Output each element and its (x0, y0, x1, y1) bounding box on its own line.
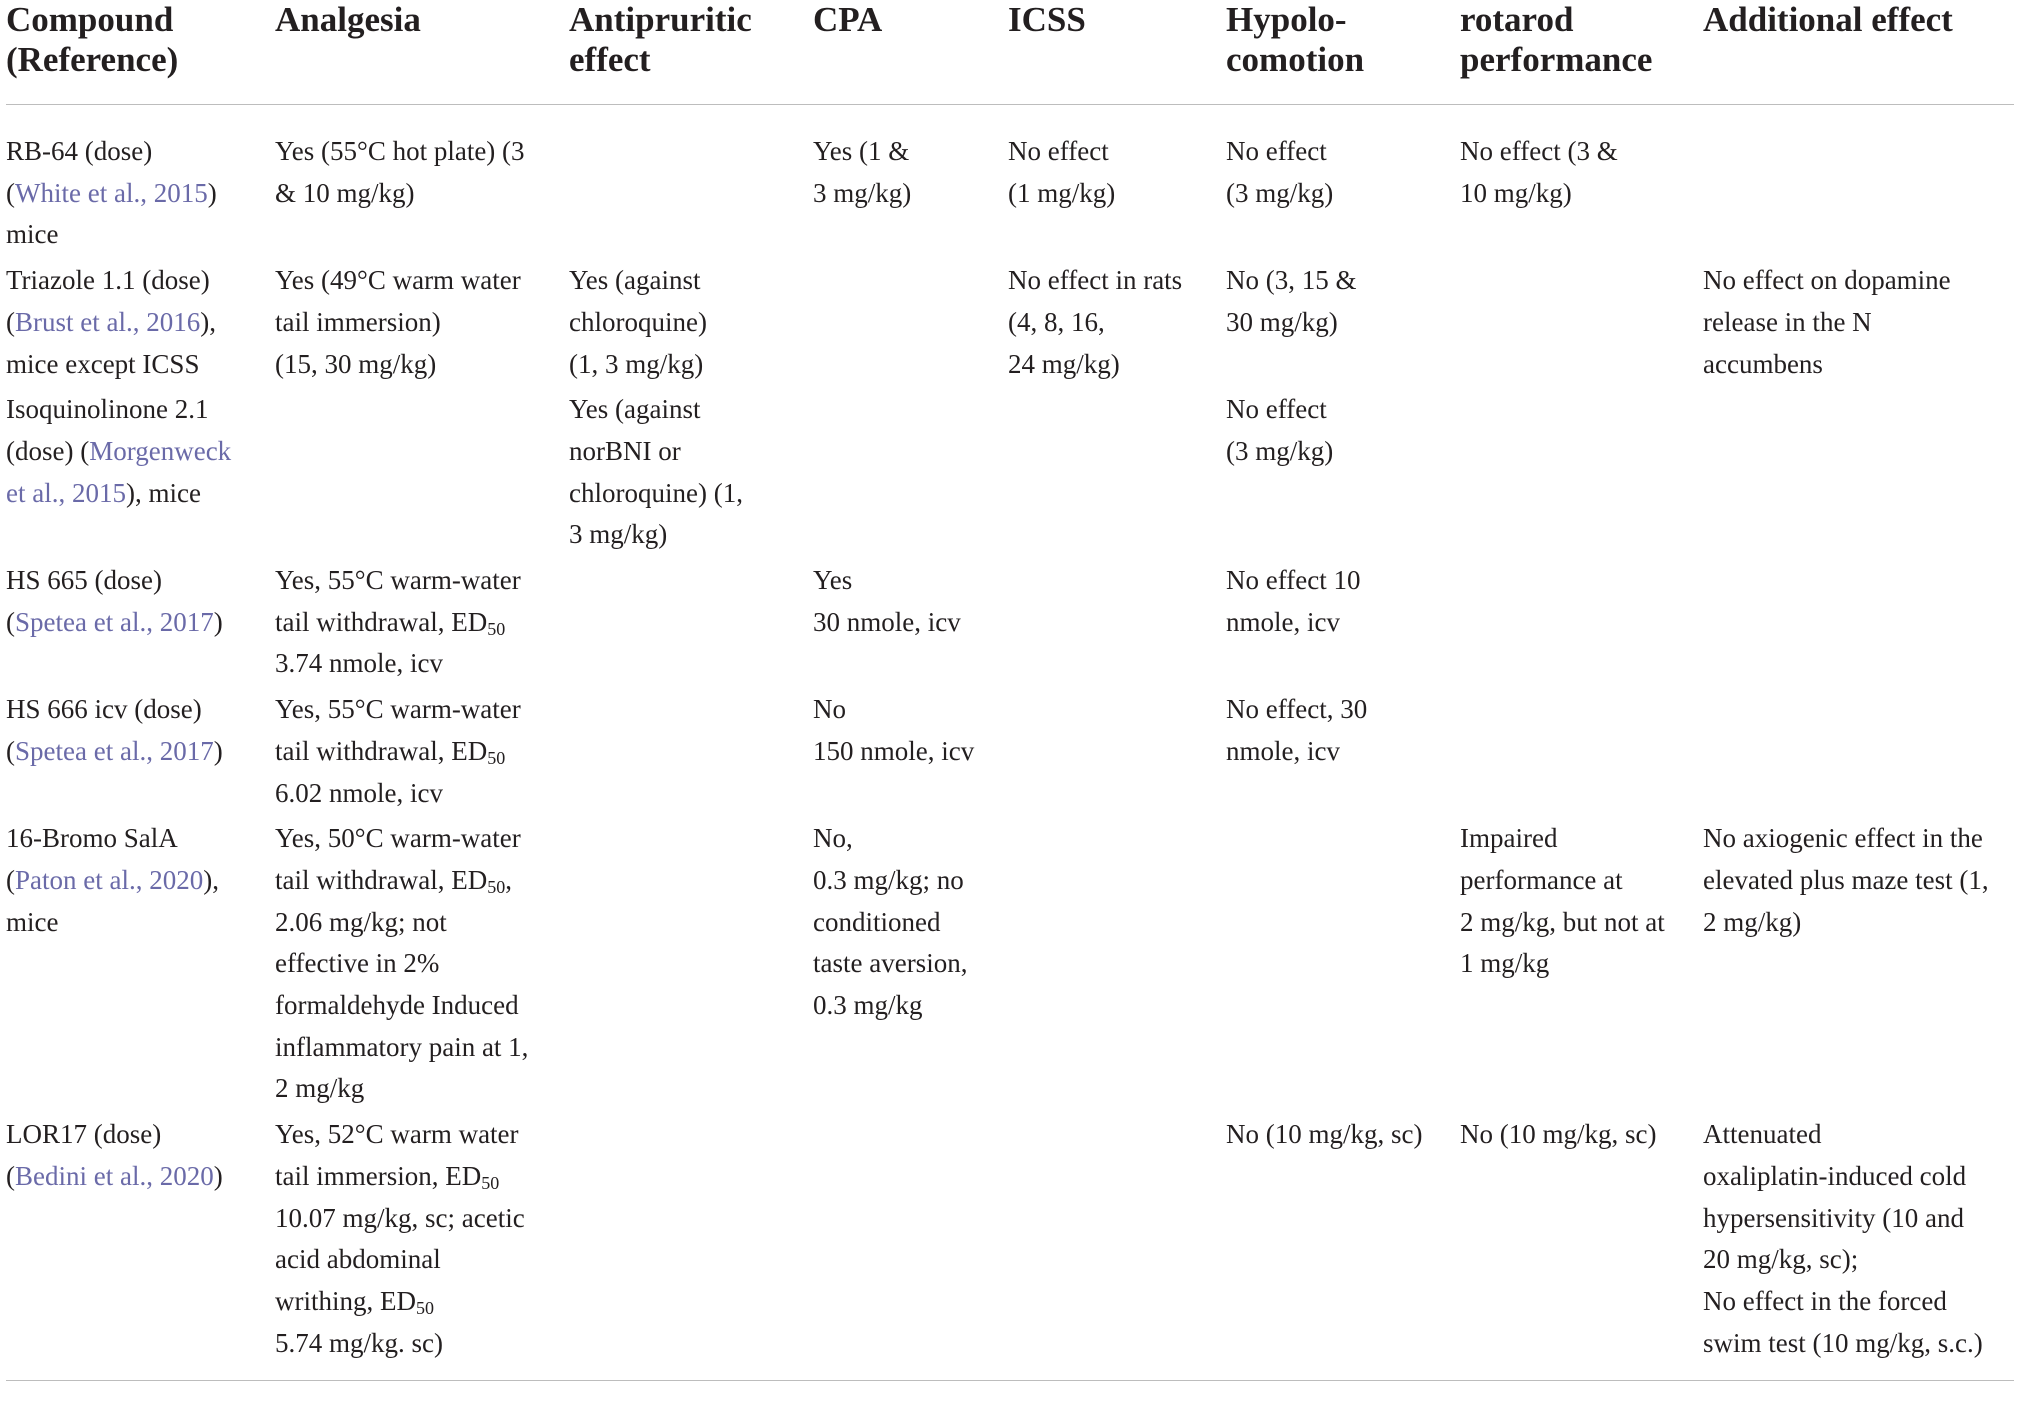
table-cell (1226, 385, 1460, 556)
cell-line (6, 173, 265, 215)
cell-text: 24 mg/kg) (1008, 348, 1120, 379)
cell-text: No (10 mg/kg, sc) (1226, 1119, 1423, 1150)
table-cell (6, 385, 275, 556)
table-cell (1008, 105, 1226, 257)
cell-text: 5.74 mg/kg. sc) (275, 1327, 443, 1358)
cell-text: ), (200, 306, 216, 337)
column-header (1460, 0, 1703, 105)
cell-text: (15, 30 mg/kg) (275, 348, 437, 379)
table-cell (813, 385, 1008, 556)
cell-line (6, 344, 265, 386)
cell-line (1226, 389, 1450, 431)
cell-line (275, 560, 559, 602)
table-cell (569, 556, 813, 685)
cell-text: writhing, ED (275, 1285, 416, 1316)
cell-text: (3 mg/kg) (1226, 435, 1334, 466)
cell-line (275, 860, 559, 902)
cell-text: taste aversion, (813, 948, 968, 979)
cell-text: 2 mg/kg (275, 1073, 365, 1104)
cell-line (275, 818, 559, 860)
cell-line (6, 260, 265, 302)
cell-line (6, 560, 265, 602)
header-line: comotion (1226, 40, 1365, 79)
cell-text: Yes (against (569, 394, 701, 425)
table-cell (275, 556, 569, 685)
table-cell (1226, 814, 1460, 1110)
table-row (6, 814, 2014, 1110)
cell-line (1226, 431, 1450, 473)
table-row (6, 685, 2014, 814)
cell-text: Attenuated (1703, 1119, 1822, 1150)
citation-link[interactable]: Morgenweck (89, 435, 232, 466)
cell-text: 3 mg/kg) (569, 519, 668, 550)
header-line: (Reference) (6, 40, 179, 79)
cell-text: mice (6, 906, 59, 937)
citation-link[interactable]: Brust et al., 2016 (15, 306, 201, 337)
table-row (6, 385, 2014, 556)
cell-line (275, 173, 559, 215)
column-header (813, 0, 1008, 105)
cell-line (275, 943, 559, 985)
cell-line (1460, 131, 1693, 173)
cell-line (1226, 1114, 1450, 1156)
cell-line (813, 943, 998, 985)
table-cell (1460, 105, 1703, 257)
table-cell (1008, 556, 1226, 685)
cell-text: Yes, 55°C warm-water (275, 565, 521, 596)
cell-text: conditioned (813, 906, 941, 937)
cell-line (6, 1114, 265, 1156)
cell-text: Yes (55°C hot plate) (3 (275, 136, 525, 166)
cell-line (813, 560, 998, 602)
cell-text: 2 mg/kg) (1703, 906, 1802, 937)
table-cell (275, 1110, 569, 1381)
cell-text: No, (813, 823, 853, 854)
cell-line (275, 1323, 559, 1365)
cell-text: swim test (10 mg/kg, s.c.) (1703, 1327, 1983, 1358)
cell-text: 150 nmole, icv (813, 735, 975, 766)
cell-line (6, 731, 265, 773)
cell-text: 3.74 nmole, icv (275, 648, 443, 679)
cell-text: nmole, icv (1226, 606, 1340, 637)
table-row (6, 105, 2014, 257)
cell-line (813, 902, 998, 944)
cell-line (1703, 818, 2004, 860)
cell-text: , (505, 864, 512, 895)
cell-line (275, 1281, 559, 1323)
column-header (275, 0, 569, 105)
cell-line (1226, 260, 1450, 302)
cell-text: No effect in rats (1008, 265, 1183, 296)
cell-text: chloroquine) (569, 306, 707, 337)
cell-text: chloroquine) (1, (569, 477, 743, 508)
table-cell (1460, 256, 1703, 385)
cell-text: No effect 10 (1226, 565, 1361, 596)
cell-text: (1 mg/kg) (1008, 177, 1116, 208)
header-line: performance (1460, 40, 1653, 79)
cell-line (1703, 1281, 2004, 1323)
cell-line (6, 1156, 265, 1198)
cell-text: No effect (3 & (1460, 136, 1618, 166)
cell-line (275, 1068, 559, 1110)
cell-text: 1 mg/kg (1460, 948, 1550, 979)
cell-line (275, 602, 559, 644)
cell-text: No (3, 15 & (1226, 265, 1357, 296)
cell-line (6, 389, 265, 431)
cell-line (569, 344, 803, 386)
cell-text: Yes, 55°C warm-water (275, 694, 521, 725)
cell-text: 0.3 mg/kg; no (813, 864, 964, 895)
cell-line (1460, 818, 1693, 860)
table-cell (569, 685, 813, 814)
cell-text: (1, 3 mg/kg) (569, 348, 704, 379)
cell-text: ( (6, 735, 15, 766)
cell-text: No effect (1226, 394, 1327, 425)
cell-line (1008, 260, 1216, 302)
cell-line (275, 773, 559, 815)
table-cell (6, 814, 275, 1110)
cell-line (1703, 902, 2004, 944)
table-cell (569, 256, 813, 385)
cell-line (6, 602, 265, 644)
cell-text: tail withdrawal, ED (275, 735, 488, 766)
column-header (1703, 0, 2014, 105)
cell-line (275, 1239, 559, 1281)
cell-text: mice (6, 219, 59, 250)
table-cell (1008, 385, 1226, 556)
table-cell (275, 385, 569, 556)
cell-text: ( (6, 306, 15, 337)
cell-line (1703, 1239, 2004, 1281)
cell-line (1460, 860, 1693, 902)
table-cell (6, 1110, 275, 1381)
column-header (1008, 0, 1226, 105)
cell-line (1703, 1156, 2004, 1198)
table-cell (1226, 105, 1460, 257)
cell-text: formaldehyde Induced (275, 990, 519, 1021)
cell-text: Triazole 1.1 (dose) (6, 265, 210, 296)
cell-line (1460, 1114, 1693, 1156)
table-cell (569, 105, 813, 257)
cell-text: 10 mg/kg) (1460, 177, 1572, 208)
table-cell (813, 814, 1008, 1110)
cell-line (1226, 560, 1450, 602)
cell-line (275, 1114, 559, 1156)
cell-text: RB-64 (dose) (6, 136, 153, 166)
table-cell (1226, 1110, 1460, 1381)
cell-line (275, 902, 559, 944)
column-header (1226, 0, 1460, 105)
cell-text: No effect in the forced (1703, 1285, 1947, 1316)
cell-text: ( (6, 1160, 15, 1191)
cell-text: No (10 mg/kg, sc) (1460, 1119, 1657, 1150)
cell-text: elevated plus maze test (1, (1703, 864, 1989, 895)
cell-text: 2.06 mg/kg; not (275, 906, 447, 937)
cell-line (6, 902, 265, 944)
table-cell (1703, 1110, 2014, 1381)
citation-link[interactable]: Spetea et al., 2017 (15, 606, 214, 637)
header-line: ICSS (1008, 0, 1086, 39)
header-row (6, 0, 2014, 105)
cell-text: ) (207, 177, 217, 208)
cell-line (569, 389, 803, 431)
cell-text: Impaired (1460, 823, 1558, 854)
cell-text: No effect on dopamine (1703, 265, 1951, 296)
cell-text: performance at (1460, 864, 1623, 895)
cell-text: Yes (1 & (813, 136, 910, 166)
table-cell (6, 556, 275, 685)
cell-text: & 10 mg/kg) (275, 177, 415, 208)
cell-line (1226, 689, 1450, 731)
cell-text: acid abdominal (275, 1244, 441, 1275)
cell-line (1460, 902, 1693, 944)
header-line: Compound (6, 0, 174, 39)
subscript: 50 (487, 618, 506, 639)
cell-text: Yes, 52°C warm water (275, 1119, 519, 1150)
table-cell (6, 256, 275, 385)
cell-text: No axiogenic effect in the (1703, 823, 1983, 854)
cell-text: HS 665 (dose) (6, 565, 162, 596)
cell-text: Yes (813, 565, 853, 596)
cell-text: tail immersion, ED (275, 1160, 482, 1191)
cell-line (813, 860, 998, 902)
table-cell (1460, 556, 1703, 685)
table-cell (1460, 685, 1703, 814)
cell-line (275, 643, 559, 685)
data-table (6, 0, 2014, 1381)
citation-link[interactable]: Spetea et al., 2017 (15, 735, 214, 766)
cell-text: inflammatory pain at 1, (275, 1031, 529, 1062)
cell-text: 30 mg/kg) (1226, 306, 1338, 337)
cell-line (1226, 731, 1450, 773)
subscript: 50 (416, 1297, 434, 1318)
cell-line (1703, 1198, 2004, 1240)
cell-text: 20 mg/kg, sc); (1703, 1244, 1859, 1275)
table-cell (813, 256, 1008, 385)
table-cell (569, 1110, 813, 1381)
table-cell (1460, 1110, 1703, 1381)
cell-line (1703, 260, 2004, 302)
table-cell (275, 256, 569, 385)
cell-line (6, 818, 265, 860)
cell-line (1703, 302, 2004, 344)
table-cell (1703, 105, 2014, 257)
cell-line (6, 431, 265, 473)
cell-line (813, 985, 998, 1027)
cell-line (1703, 860, 2004, 902)
cell-text: Yes (against (569, 265, 701, 296)
header-line: Additional effect (1703, 0, 1953, 39)
cell-text: (dose) ( (6, 435, 90, 466)
cell-line (813, 173, 998, 215)
cell-line (275, 131, 559, 173)
cell-line (275, 1027, 559, 1069)
cell-text: ( (6, 177, 15, 208)
cell-text: accumbens (1703, 348, 1823, 379)
cell-text: ) (213, 606, 223, 637)
cell-line (813, 131, 998, 173)
cell-text: LOR17 (dose) (6, 1119, 162, 1150)
table-cell (275, 105, 569, 257)
cell-text: 0.3 mg/kg (813, 990, 923, 1021)
cell-line (1703, 1323, 2004, 1365)
table-cell (813, 556, 1008, 685)
table-cell (1008, 685, 1226, 814)
cell-text: tail withdrawal, ED (275, 606, 488, 637)
table-body (6, 105, 2014, 1381)
cell-text: ( (6, 606, 15, 637)
table-row (6, 556, 2014, 685)
table-cell (1703, 814, 2014, 1110)
cell-text: oxaliplatin-induced cold (1703, 1160, 1967, 1191)
cell-text: tail immersion) (275, 306, 441, 337)
cell-text: ), (203, 864, 219, 895)
table-header (6, 0, 2014, 105)
column-header (6, 0, 275, 105)
table-cell (275, 814, 569, 1110)
cell-line (275, 302, 559, 344)
table-row (6, 256, 2014, 385)
table-cell (813, 1110, 1008, 1381)
cell-line (6, 689, 265, 731)
cell-line (1460, 943, 1693, 985)
cell-line (813, 689, 998, 731)
cell-text: Isoquinolinone 2.1 (6, 394, 209, 425)
cell-line (1008, 173, 1216, 215)
table-cell (1226, 556, 1460, 685)
citation-link[interactable]: Bedini et al., 2020 (15, 1160, 214, 1191)
table-cell (1226, 256, 1460, 385)
cell-line (275, 344, 559, 386)
table-cell (813, 685, 1008, 814)
table-cell (1460, 385, 1703, 556)
cell-text: ) (213, 735, 223, 766)
header-line: CPA (813, 0, 883, 39)
citation-link[interactable]: Paton et al., 2020 (15, 864, 204, 895)
cell-text: 2 mg/kg, but not at (1460, 906, 1665, 937)
subscript: 50 (487, 747, 506, 768)
table-cell (1460, 814, 1703, 1110)
table-cell (1008, 1110, 1226, 1381)
cell-line (569, 431, 803, 473)
cell-line (1460, 173, 1693, 215)
cell-line (275, 1198, 559, 1240)
cell-text: ), mice (125, 477, 201, 508)
table-row (6, 1110, 2014, 1381)
table-cell (1703, 256, 2014, 385)
cell-text: effective in 2% (275, 948, 440, 979)
cell-line (569, 302, 803, 344)
header-line: Analgesia (275, 0, 421, 39)
header-line: Antipruritic (569, 0, 752, 39)
cell-text: hypersensitivity (10 and (1703, 1202, 1964, 1233)
cell-line (275, 731, 559, 773)
cell-line (813, 602, 998, 644)
table-cell (1008, 256, 1226, 385)
cell-line (6, 214, 265, 256)
cell-text: release in the N (1703, 306, 1872, 337)
cell-line (1703, 344, 2004, 386)
column-header (569, 0, 813, 105)
header-line: rotarod (1460, 0, 1574, 39)
cell-text: No (813, 694, 846, 725)
cell-line (569, 473, 803, 515)
cell-text: mice except ICSS (6, 348, 200, 379)
cell-line (1008, 344, 1216, 386)
subscript: 50 (487, 876, 506, 897)
cell-text: ) (213, 1160, 223, 1191)
cell-text: (3 mg/kg) (1226, 177, 1334, 208)
cell-line (1008, 302, 1216, 344)
cell-text: norBNI or (569, 435, 681, 466)
subscript: 50 (481, 1172, 500, 1193)
cell-line (275, 985, 559, 1027)
cell-line (813, 731, 998, 773)
cell-text: HS 666 icv (dose) (6, 694, 202, 725)
cell-text: ( (6, 864, 15, 895)
cell-line (275, 260, 559, 302)
cell-text: 30 nmole, icv (813, 606, 961, 637)
table-cell (813, 105, 1008, 257)
cell-text: nmole, icv (1226, 735, 1340, 766)
table-cell (6, 685, 275, 814)
cell-line (1226, 302, 1450, 344)
header-line: effect (569, 40, 651, 79)
cell-line (1226, 131, 1450, 173)
cell-line (1226, 602, 1450, 644)
cell-line (569, 514, 803, 556)
citation-link[interactable]: White et al., 2015 (15, 177, 208, 208)
cell-text: tail withdrawal, ED (275, 864, 488, 895)
cell-text: Yes, 50°C warm-water (275, 823, 521, 854)
cell-line (569, 260, 803, 302)
table-cell (1703, 556, 2014, 685)
cell-text: (4, 8, 16, (1008, 306, 1105, 337)
cell-line (6, 131, 265, 173)
table-cell (1703, 685, 2014, 814)
table-cell (569, 814, 813, 1110)
cell-line (1226, 173, 1450, 215)
cell-line (275, 1156, 559, 1198)
table-cell (6, 105, 275, 257)
cell-line (813, 818, 998, 860)
cell-line (6, 860, 265, 902)
table-cell (1226, 685, 1460, 814)
cell-text: No effect (1008, 136, 1109, 166)
table-cell (569, 385, 813, 556)
cell-line (275, 689, 559, 731)
cell-line (1703, 1114, 2004, 1156)
cell-text: No effect, 30 (1226, 694, 1368, 725)
cell-text: 6.02 nmole, icv (275, 777, 443, 808)
cell-text: No effect (1226, 136, 1327, 166)
cell-text: 16-Bromo SalA (6, 823, 178, 854)
table-cell (1008, 814, 1226, 1110)
cell-text: Yes (49°C warm water (275, 265, 521, 296)
cell-line (1008, 131, 1216, 173)
cell-line (6, 473, 265, 515)
header-line: Hypolo- (1226, 0, 1347, 39)
cell-line (6, 302, 265, 344)
table-cell (275, 685, 569, 814)
cell-text: 3 mg/kg) (813, 177, 912, 208)
table-cell (1703, 385, 2014, 556)
cell-text: 10.07 mg/kg, sc; acetic (275, 1202, 525, 1233)
citation-link[interactable]: et al., 2015 (6, 477, 126, 508)
